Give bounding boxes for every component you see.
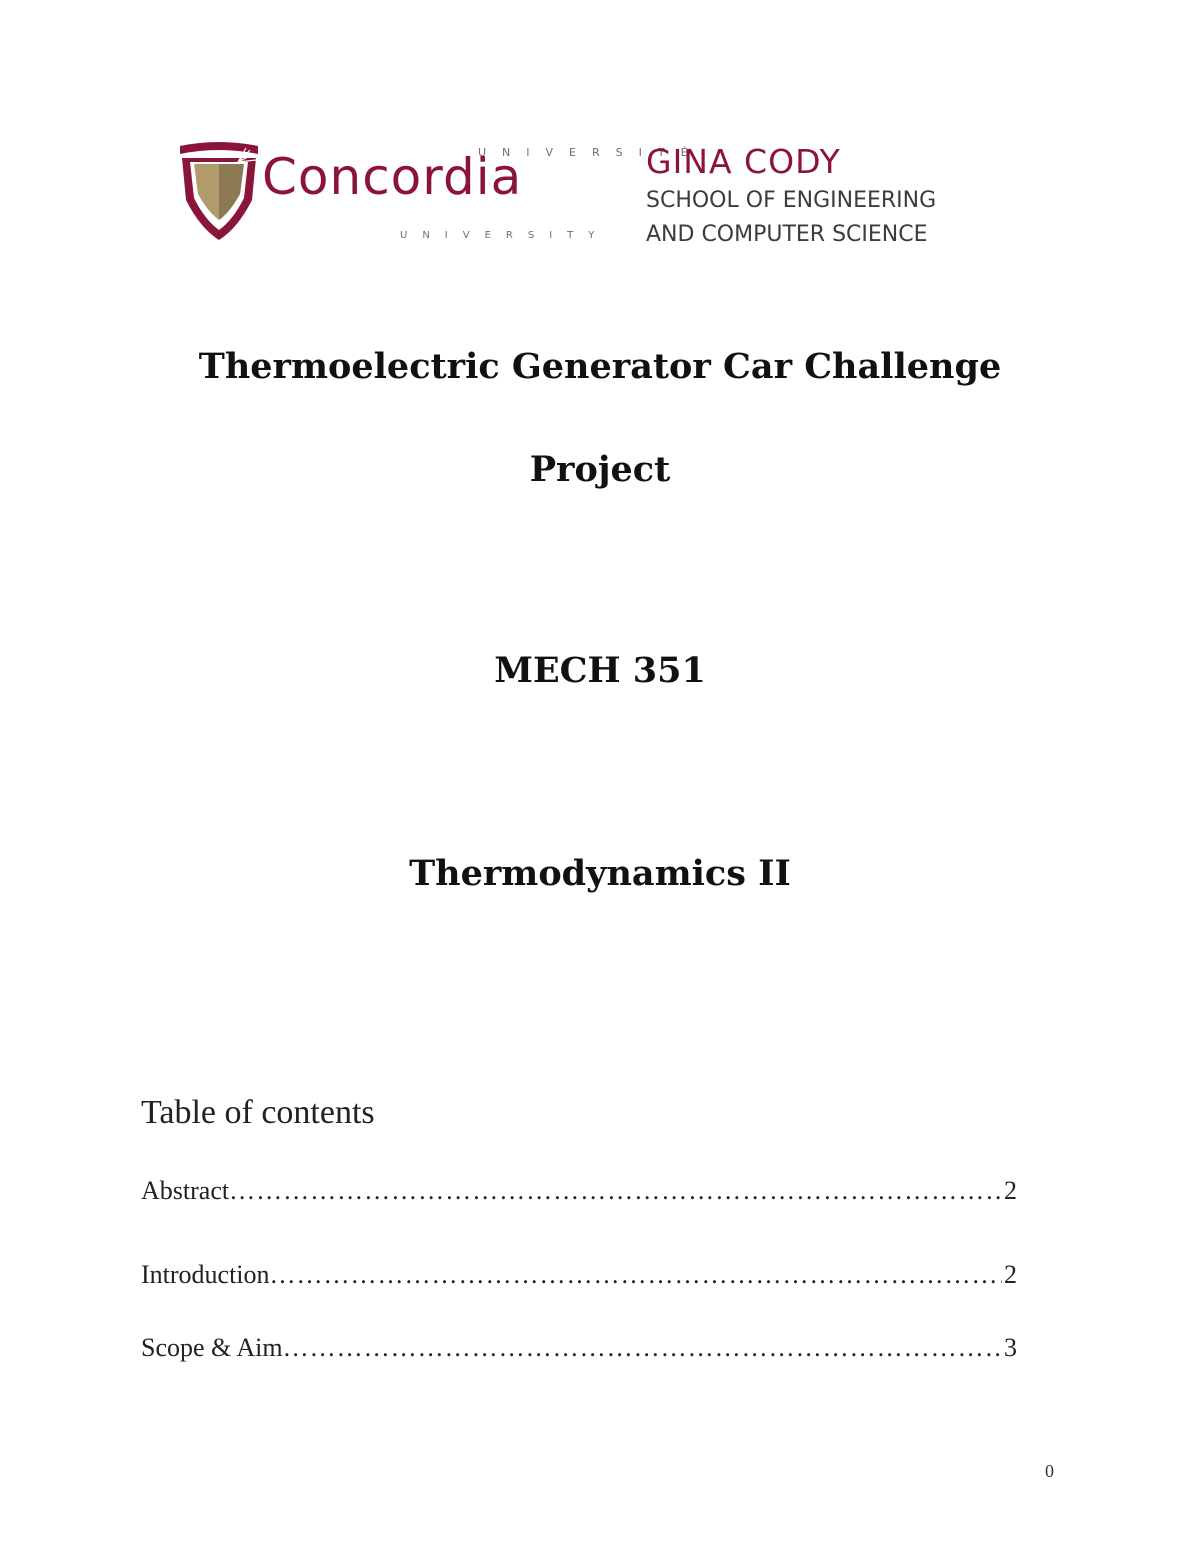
toc-entry-scope-aim[interactable] [141,1333,1017,1363]
concordia-shield-icon [178,140,260,242]
university-name: Concordia [262,148,523,206]
university-label-bottom: UNIVERSITY [400,230,610,241]
toc-entry-abstract[interactable] [141,1176,1017,1206]
toc-entry-page: 3 [1004,1333,1017,1362]
toc-leader-dots [270,1260,1002,1290]
toc-leader-dots [229,1176,1002,1206]
toc-entry-label: Abstract [141,1176,230,1205]
school-name-line3: AND COMPUTER SCIENCE [646,222,928,247]
header-logos [178,138,1008,248]
toc-entry-page: 2 [1004,1260,1017,1289]
toc-heading: Table of contents [141,1094,375,1131]
school-name-line1: GINA CODY [646,142,841,181]
toc-entry-label: Introduction [141,1260,270,1289]
course-code: MECH 351 [494,650,706,691]
course-name: Thermodynamics II [409,853,791,894]
page-number: 0 [1045,1461,1054,1481]
university-label-top: UNIVERSITÉ [478,146,704,159]
school-name-line2: SCHOOL OF ENGINEERING [646,188,937,213]
toc-entry-introduction[interactable] [141,1260,1017,1290]
project-title-line2: Project [529,449,671,490]
toc-entry-label: Scope & Aim [141,1333,283,1362]
toc-leader-dots [283,1333,1002,1363]
toc-entry-page: 2 [1004,1176,1017,1205]
project-title-line1: Thermoelectric Generator Car Challenge [198,346,1002,387]
